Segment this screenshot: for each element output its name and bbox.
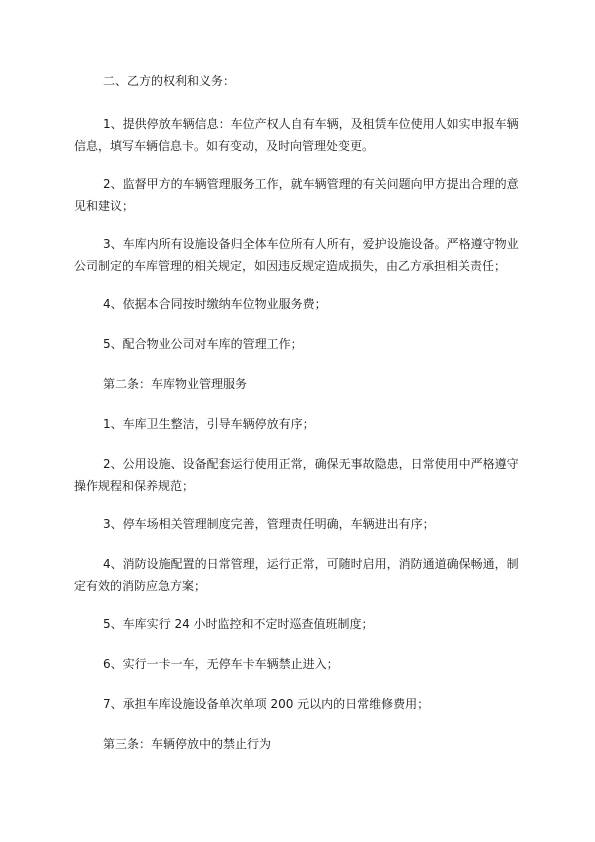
section-heading-party-b-rights [103,70,523,92]
paragraph-line: 3、停车场相关管理制度完善，管理责任明确，车辆进出有序； [103,517,435,531]
paragraph-item-5 [103,333,523,355]
section-heading-article-3 [103,733,523,755]
paragraph-line: 4、消防设施配置的日常管理，运行正常，可随时启用，消防通道确保畅通，制 [103,557,519,571]
paragraph-line: 5、车库实行 24 小时监控和不定时巡查值班制度； [103,617,374,631]
section-heading-article-2 [103,373,523,395]
paragraph-continuation: 定有效的消防应急方案； [74,579,207,593]
paragraph-line: 3、车库内所有设施设备归全体车位所有人所有，爱护设施设备。严格遵守物业 [103,237,519,251]
paragraph-service-2 [74,453,523,497]
paragraph-line: 2、公用设施、设备配套运行使用正常，确保无事故隐患，日常使用中严格遵守 [103,457,519,471]
paragraph-service-3 [103,513,523,535]
paragraph-service-5 [103,613,523,635]
paragraph-continuation: 见和建议； [74,199,135,213]
paragraph-line: 2、监督甲方的车辆管理服务工作，就车辆管理的有关问题向甲方提出合理的意 [103,177,519,191]
paragraph-item-2 [74,173,523,217]
paragraph-line: 5、配合物业公司对车库的管理工作； [103,337,303,351]
paragraph-service-4 [74,553,523,597]
paragraph-item-3 [74,233,523,277]
paragraph-line: 6、实行一卡一车，无停车卡车辆禁止进入； [103,657,339,671]
paragraph-line: 4、依据本合同按时缴纳车位物业服务费； [103,297,327,311]
paragraph-continuation: 公司制定的车库管理的相关规定，如因违反规定造成损失，由乙方承担相关责任； [74,259,507,273]
paragraph-line: 二、乙方的权利和义务： [103,74,236,88]
paragraph-item-1 [74,113,523,157]
paragraph-line: 第三条：车辆停放中的禁止行为 [103,737,272,751]
paragraph-line: 1、车库卫生整洁，引导车辆停放有序； [103,417,315,431]
paragraph-continuation: 信息，填写车辆信息卡。如有变动，及时向管理处变更。 [74,139,375,153]
paragraph-service-6 [103,653,523,675]
paragraph-item-4 [103,293,523,315]
paragraph-service-7 [103,693,523,715]
paragraph-service-1 [103,413,523,435]
paragraph-line: 7、承担车库设施设备单次单项 200 元以内的日常维修费用； [103,697,430,711]
paragraph-continuation: 操作规程和保养规范； [74,479,195,493]
paragraph-line: 1、提供停放车辆信息：车位产权人自有车辆，及租赁车位使用人如实申报车辆 [103,117,519,131]
paragraph-line: 第二条：车库物业管理服务 [103,377,248,391]
